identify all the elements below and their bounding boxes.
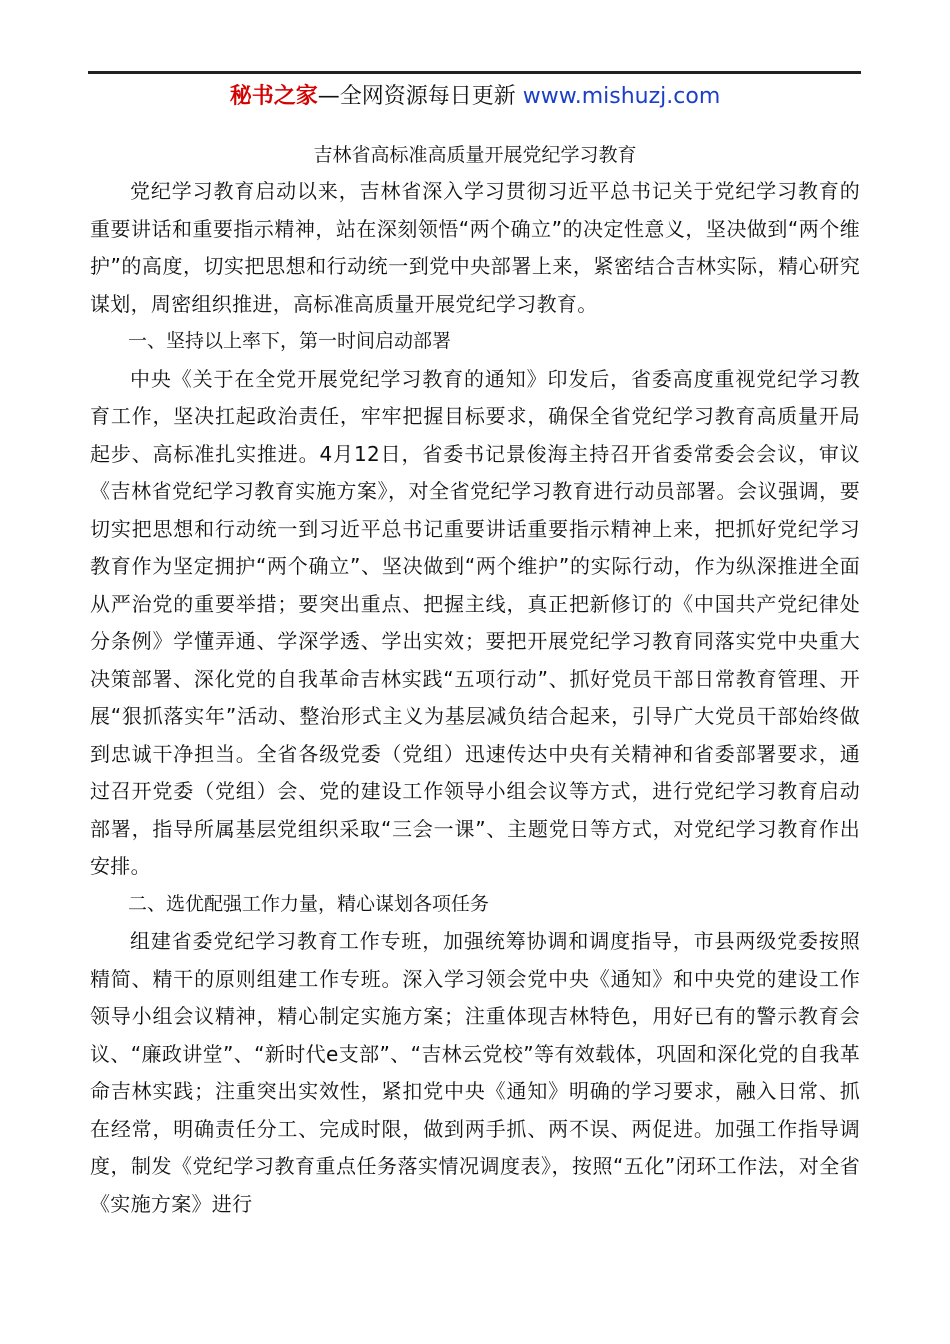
section-2-heading: 二、选优配强工作力量，精心谋划各项任务 <box>128 892 490 915</box>
document-title: 吉林省高标准高质量开展党纪学习教育 <box>313 144 637 166</box>
header-rule <box>88 71 861 74</box>
site-brand: 秘书之家 <box>229 84 318 109</box>
section-1-paragraph: 中央《关于在全党开展党纪学习教育的通知》印发后，省委高度重视党纪学习教育工作，坚决扛起政治责任，牢牢把握目标要求，确保全省党纪学习教育高质量开局起步、高标准扎实推进。4月12日，省委书记景俊海主持召开省委常委会会议，审议《吉林省党纪学习教育实施方案》，对全省党纪学习教育进行动员部署。会议强调，要切实把思想和行动统一到习近平总书记重要讲话重要指示精神上来，把抓好党纪学习教育作为坚定拥护“两个确立”、坚决做到“两个维护”的实际行动，作为纵深推进全面从严治党的重要举措；要突出重点、把握主线，真正把新修订的《中国共产党纪律处分条例》学懂弄通、学深学透、学出实效；要把开展党纪学习教育同落实党中央重大决策部署、深化党的自我革命吉林实践“五项行动”、抓好党员干部日常教育管理、开展“狠抓落实年”活动、整治形式主义为基层减负结合起来，引导广大党员干部始终做到忠诚干净担当。全省各级党委（党组）迅速传达中央有关精神和省委部署要求，通过召开党委（党组）会、党的建设工作领导小组会议等方式，进行党纪学习教育启动部署，指导所属基层党组织采取“三会一课”、主题党日等方式，对党纪学习教育作出安排。 <box>90 366 860 878</box>
section-1-heading: 一、坚持以上率下，第一时间启动部署 <box>128 330 452 352</box>
section-2-paragraph: 组建省委党纪学习教育工作专班，加强统筹协调和调度指导，市县两级党委按照精简、精干的原则组建工作专班。深入学习领会党中央《通知》和中央党的建设工作领导小组会议精神，精心制定实施方案；注重体现吉林特色，用好已有的警示教育会议、“廉政讲堂”、“新时代e支部”、“吉林云党校”等有效载体，巩固和深化党的自我革命吉林实践；注重突出实效性，紧扣党中央《通知》明确的学习要求，融入日常、抓在经常，明确责任分工、完成时限，做到两手抓、两不误、两促进。加强工作指导调度，制发《党纪学习教育重点任务落实情况调度表》，按照“五化”闭环工作法，对全省《实施方案》进行 <box>90 929 860 1216</box>
document-body <box>90 138 860 1265</box>
site-url-link[interactable]: www.mishuzj.com <box>522 84 721 109</box>
site-banner <box>0 80 950 114</box>
site-tagline: —全网资源每日更新 <box>317 84 523 109</box>
intro-paragraph: 党纪学习教育启动以来，吉林省深入学习贯彻习近平总书记关于党纪学习教育的重要讲话和重要指示精神，站在深刻领悟“两个确立”的决定性意义，坚决做到“两个维护”的高度，切实把思想和行动统一到党中央部署上来，紧密结合吉林实际，精心研究谋划，周密组织推进，高标准高质量开展党纪学习教育。 <box>90 179 860 316</box>
